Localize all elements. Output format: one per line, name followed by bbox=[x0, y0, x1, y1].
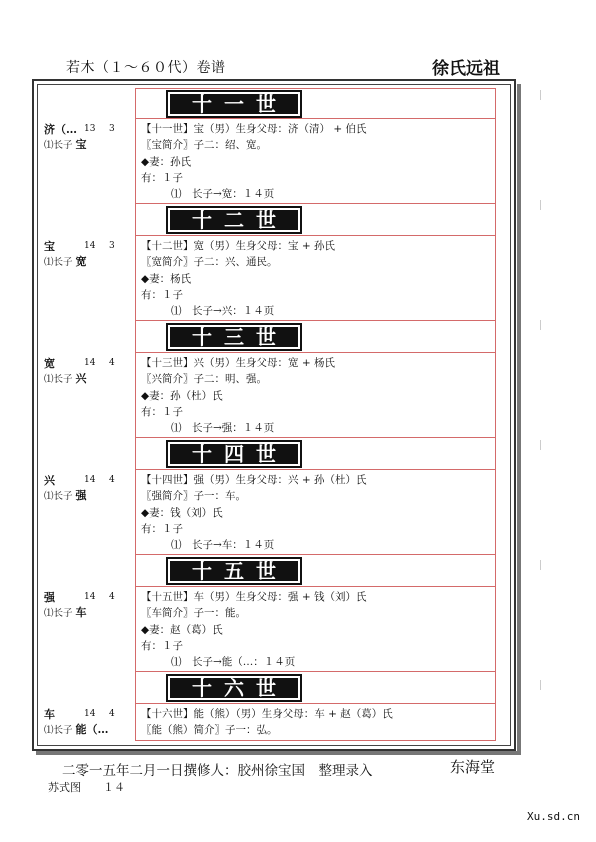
son-name: 宽 bbox=[75, 255, 87, 268]
book-title: 若木（１～６０代）卷谱 bbox=[66, 60, 226, 76]
rule bbox=[135, 703, 496, 704]
generation-banner: 十三世 bbox=[166, 323, 302, 351]
column-divider bbox=[135, 88, 136, 741]
son-name: 强 bbox=[75, 489, 87, 502]
record-line: 〖车简介〗子一：能。 bbox=[141, 607, 246, 620]
rule bbox=[135, 586, 496, 587]
record-line: ⑴ 长子→车：１４页 bbox=[171, 539, 275, 552]
record-line: ◆妻：孙（杜）氏 bbox=[141, 389, 223, 402]
generation-record bbox=[141, 238, 335, 319]
record-line: 有：１子 bbox=[141, 639, 183, 652]
lineage-node bbox=[44, 707, 115, 738]
record-line: ◆妻：钱（刘）氏 bbox=[141, 506, 223, 519]
lineage-node bbox=[44, 473, 115, 504]
generation-banner: 十一世 bbox=[166, 90, 302, 118]
node-name: 济（… bbox=[44, 123, 77, 136]
lineage-node bbox=[44, 122, 115, 153]
record-line: 【十四世】强（男）生身父母：兴 + 孙（杜）氏 bbox=[141, 474, 367, 486]
son-name: 车 bbox=[75, 606, 87, 619]
record-line: ⑴ 长子→兴：１４页 bbox=[171, 305, 275, 318]
generation-banner: 十二世 bbox=[166, 206, 302, 234]
record-line: 【十五世】车（男）生身父母：强 + 钱（刘）氏 bbox=[141, 591, 367, 603]
margin-mark bbox=[540, 440, 541, 450]
node-num: 14 bbox=[84, 592, 96, 602]
node-num: 3 bbox=[109, 241, 115, 251]
record-line: 有：１子 bbox=[141, 405, 183, 418]
node-num: 14 bbox=[84, 241, 96, 251]
record-line: ◆妻：赵（葛）氏 bbox=[141, 623, 223, 636]
son-label: ⑴长子 bbox=[44, 608, 73, 619]
rule bbox=[135, 671, 496, 672]
record-line: ◆妻：孙氏 bbox=[141, 155, 192, 168]
record-line: 〖宝简介〗子二：绍、宽。 bbox=[141, 139, 267, 152]
son-name: 宝 bbox=[75, 138, 87, 151]
node-num: 14 bbox=[84, 475, 96, 485]
record-line: 〖宽简介〗子二：兴、通民。 bbox=[141, 256, 278, 269]
generation-record bbox=[141, 706, 393, 739]
record-line: 〖兴简介〗子二：明、强。 bbox=[141, 373, 267, 386]
site-watermark: Xu.sd.cn bbox=[527, 810, 580, 823]
rule bbox=[135, 554, 496, 555]
record-line: 有：１子 bbox=[141, 288, 183, 301]
rule bbox=[135, 88, 496, 89]
node-num: 14 bbox=[84, 709, 96, 719]
margin-mark bbox=[540, 680, 541, 690]
node-num: 4 bbox=[109, 709, 115, 719]
generation-record bbox=[141, 121, 366, 202]
son-name: 能（… bbox=[75, 723, 109, 736]
lineage-node bbox=[44, 239, 115, 270]
node-num: 14 bbox=[84, 358, 96, 368]
generation-record bbox=[141, 355, 335, 436]
son-label: ⑴长子 bbox=[44, 374, 73, 385]
lineage-title: 徐氏远祖 bbox=[432, 59, 500, 79]
frame-shadow-right bbox=[517, 84, 521, 754]
record-line: ⑴ 长子→能（…：１４页 bbox=[171, 656, 296, 669]
son-label: ⑴长子 bbox=[44, 725, 73, 736]
margin-mark bbox=[540, 90, 541, 100]
margin-mark bbox=[540, 560, 541, 570]
record-line: 【十二世】宽（男）生身父母：宝 + 孙氏 bbox=[141, 240, 335, 252]
son-label: ⑴长子 bbox=[44, 140, 73, 151]
record-line: ⑴ 长子→宽：１４页 bbox=[171, 188, 275, 201]
lineage-node bbox=[44, 356, 115, 387]
rule bbox=[135, 352, 496, 353]
node-name: 兴 bbox=[44, 474, 55, 487]
record-line: 有：１子 bbox=[141, 171, 183, 184]
rule bbox=[135, 469, 496, 470]
right-rule bbox=[495, 88, 496, 741]
node-num: 4 bbox=[109, 475, 115, 485]
margin-mark bbox=[540, 320, 541, 330]
page-number: 苏式图 １４ bbox=[48, 781, 125, 794]
son-label: ⑴长子 bbox=[44, 491, 73, 502]
node-num: 4 bbox=[109, 358, 115, 368]
rule bbox=[135, 320, 496, 321]
record-line: 〖能（熊）简介〗子一：弘。 bbox=[141, 724, 278, 737]
generation-banner: 十六世 bbox=[166, 674, 302, 702]
node-name: 宝 bbox=[44, 240, 55, 253]
generation-banner: 十五世 bbox=[166, 557, 302, 585]
frame-shadow-bottom bbox=[36, 751, 521, 755]
node-num: 4 bbox=[109, 592, 115, 602]
generation-record bbox=[141, 589, 366, 670]
record-line: 【十六世】能（熊）（男）生身父母：车 + 赵（葛）氏 bbox=[141, 708, 393, 720]
rule bbox=[135, 235, 496, 236]
generation-banner: 十四世 bbox=[166, 440, 302, 468]
record-line: 有：１子 bbox=[141, 522, 183, 535]
node-name: 车 bbox=[44, 708, 55, 721]
rule bbox=[135, 437, 496, 438]
record-line: ⑴ 长子→强：１４页 bbox=[171, 422, 275, 435]
generation-record bbox=[141, 472, 366, 553]
record-line: 【十三世】兴（男）生身父母：宽 + 杨氏 bbox=[141, 357, 335, 369]
record-line: 〖强简介〗子一：车。 bbox=[141, 490, 246, 503]
node-name: 宽 bbox=[44, 357, 55, 370]
rule bbox=[135, 740, 496, 741]
margin-mark bbox=[540, 200, 541, 210]
node-num: 3 bbox=[109, 124, 115, 134]
hall-name: 东海堂 bbox=[450, 758, 496, 776]
lineage-node bbox=[44, 590, 115, 621]
compiler-line: 二零一五年二月一日撰修人：胶州徐宝国 整理录入 bbox=[62, 763, 373, 779]
rule bbox=[135, 118, 496, 119]
node-num: 13 bbox=[84, 124, 96, 134]
rule bbox=[135, 203, 496, 204]
node-name: 强 bbox=[44, 591, 55, 604]
record-line: 【十一世】宝（男）生身父母：济（清） + 伯氏 bbox=[141, 123, 367, 135]
record-line: ◆妻：杨氏 bbox=[141, 272, 192, 285]
son-name: 兴 bbox=[75, 372, 87, 385]
son-label: ⑴长子 bbox=[44, 257, 73, 268]
